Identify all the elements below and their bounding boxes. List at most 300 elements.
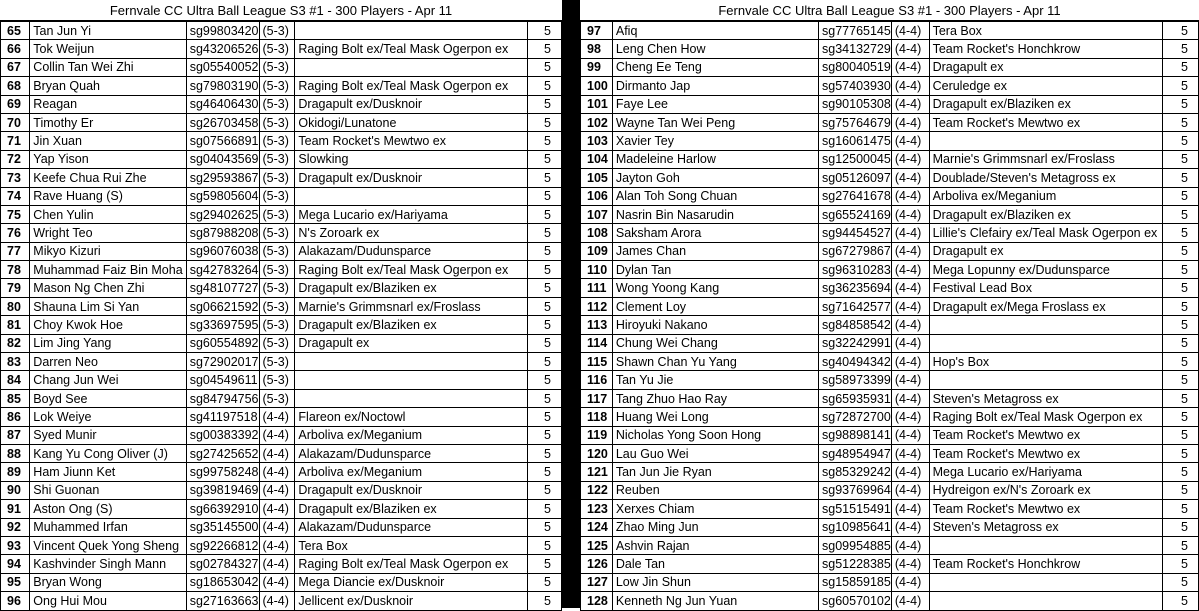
standings-table-right [580, 21, 1199, 611]
record-cell: (4-4) [891, 95, 929, 113]
points-cell: 5 [527, 113, 561, 131]
rank-cell: 112 [581, 297, 613, 315]
table-row [581, 316, 1199, 334]
deck-cell: Team Rocket's Honchkrow [929, 40, 1163, 58]
points-cell: 5 [1163, 261, 1199, 279]
player-id-cell: sg66392910 [186, 500, 259, 518]
points-cell: 5 [527, 261, 561, 279]
deck-cell: Dragapult ex [929, 58, 1163, 76]
player-name-cell: Lau Guo Wei [612, 444, 818, 462]
player-id-cell: sg05540052 [186, 58, 259, 76]
rank-cell: 109 [581, 242, 613, 260]
record-cell: (5-3) [259, 150, 295, 168]
record-cell: (4-4) [891, 481, 929, 499]
player-name-cell: Madeleine Harlow [612, 150, 818, 168]
points-cell: 5 [1163, 408, 1199, 426]
deck-cell: Dragapult ex [295, 334, 527, 352]
player-id-cell: sg09954885 [819, 536, 892, 554]
table-row [581, 205, 1199, 223]
table-row [581, 58, 1199, 76]
rank-cell: 88 [1, 444, 30, 462]
player-id-cell: sg59805604 [186, 187, 259, 205]
deck-cell [295, 22, 527, 40]
rank-cell: 123 [581, 500, 613, 518]
player-id-cell: sg00383392 [186, 426, 259, 444]
deck-cell: Mega Lopunny ex/Dudunsparce [929, 261, 1163, 279]
rank-cell: 69 [1, 95, 30, 113]
points-cell: 5 [1163, 77, 1199, 95]
player-id-cell: sg58973399 [819, 371, 892, 389]
standings-panel-right [580, 0, 1199, 611]
table-row [1, 22, 562, 40]
player-id-cell: sg90105308 [819, 95, 892, 113]
player-name-cell: Timothy Er [30, 113, 186, 131]
table-row [581, 297, 1199, 315]
record-cell: (4-4) [259, 555, 295, 573]
rank-cell: 66 [1, 40, 30, 58]
deck-cell: Tera Box [929, 22, 1163, 40]
rank-cell: 71 [1, 132, 30, 150]
table-row [1, 555, 562, 573]
player-id-cell: sg93769964 [819, 481, 892, 499]
deck-cell: Team Rocket's Mewtwo ex [929, 500, 1163, 518]
deck-cell [929, 316, 1163, 334]
player-id-cell: sg41197518 [186, 408, 259, 426]
record-cell: (4-4) [891, 279, 929, 297]
points-cell: 5 [527, 371, 561, 389]
deck-cell: Team Rocket's Honchkrow [929, 555, 1163, 573]
deck-cell [295, 389, 527, 407]
deck-cell: Dragapult ex/Blaziken ex [295, 279, 527, 297]
deck-cell: Dragapult ex/Dusknoir [295, 481, 527, 499]
record-cell: (5-3) [259, 334, 295, 352]
points-cell: 5 [1163, 463, 1199, 481]
rank-cell: 92 [1, 518, 30, 536]
table-row [1, 77, 562, 95]
player-name-cell: Ong Hui Mou [30, 592, 186, 610]
player-name-cell: Keefe Chua Rui Zhe [30, 169, 186, 187]
player-id-cell: sg27163663 [186, 592, 259, 610]
rank-cell: 118 [581, 408, 613, 426]
table-row [581, 353, 1199, 371]
rank-cell: 103 [581, 132, 613, 150]
player-id-cell: sg71642577 [819, 297, 892, 315]
deck-cell: Okidogi/Lunatone [295, 113, 527, 131]
points-cell: 5 [527, 481, 561, 499]
player-name-cell: Alan Toh Song Chuan [612, 187, 818, 205]
table-row [581, 40, 1199, 58]
player-id-cell: sg32242991 [819, 334, 892, 352]
player-name-cell: Lok Weiye [30, 408, 186, 426]
player-name-cell: Ham Jiunn Ket [30, 463, 186, 481]
record-cell: (5-3) [259, 279, 295, 297]
deck-cell [929, 132, 1163, 150]
record-cell: (4-4) [891, 518, 929, 536]
player-name-cell: Chen Yulin [30, 205, 186, 223]
rank-cell: 73 [1, 169, 30, 187]
record-cell: (4-4) [259, 426, 295, 444]
points-cell: 5 [527, 555, 561, 573]
table-row [581, 150, 1199, 168]
record-cell: (4-4) [891, 353, 929, 371]
rank-cell: 80 [1, 297, 30, 315]
table-row [581, 371, 1199, 389]
points-cell: 5 [1163, 169, 1199, 187]
table-row [1, 536, 562, 554]
rank-cell: 70 [1, 113, 30, 131]
points-cell: 5 [1163, 389, 1199, 407]
deck-cell: Dragapult ex/Mega Froslass ex [929, 297, 1163, 315]
table-row [1, 353, 562, 371]
table-row [1, 169, 562, 187]
points-cell: 5 [1163, 187, 1199, 205]
table-row [1, 95, 562, 113]
player-id-cell: sg26703458 [186, 113, 259, 131]
sheet-divider [562, 0, 580, 608]
rank-cell: 74 [1, 187, 30, 205]
record-cell: (5-3) [259, 58, 295, 76]
player-name-cell: Mikyo Kizuri [30, 242, 186, 260]
rank-cell: 68 [1, 77, 30, 95]
deck-cell: Alakazam/Dudunsparce [295, 444, 527, 462]
player-name-cell: Kang Yu Cong Oliver (J) [30, 444, 186, 462]
rank-cell: 67 [1, 58, 30, 76]
deck-cell: Slowking [295, 150, 527, 168]
table-row [1, 261, 562, 279]
rank-cell: 65 [1, 22, 30, 40]
record-cell: (4-4) [891, 58, 929, 76]
deck-cell: Dragapult ex [929, 242, 1163, 260]
deck-cell [295, 187, 527, 205]
rank-cell: 113 [581, 316, 613, 334]
points-cell: 5 [527, 518, 561, 536]
table-row [581, 426, 1199, 444]
player-id-cell: sg84858542 [819, 316, 892, 334]
player-name-cell: Mason Ng Chen Zhi [30, 279, 186, 297]
points-cell: 5 [1163, 481, 1199, 499]
deck-cell: Team Rocket's Mewtwo ex [929, 113, 1163, 131]
player-name-cell: Bryan Quah [30, 77, 186, 95]
table-row [581, 555, 1199, 573]
table-row [1, 592, 562, 610]
points-cell: 5 [1163, 58, 1199, 76]
deck-cell: Alakazam/Dudunsparce [295, 518, 527, 536]
rank-cell: 85 [1, 389, 30, 407]
rank-cell: 96 [1, 592, 30, 610]
player-name-cell: Xerxes Chiam [612, 500, 818, 518]
deck-cell [929, 334, 1163, 352]
player-id-cell: sg96076038 [186, 242, 259, 260]
player-name-cell: Clement Loy [612, 297, 818, 315]
player-id-cell: sg57403930 [819, 77, 892, 95]
points-cell: 5 [527, 444, 561, 462]
table-row [1, 132, 562, 150]
record-cell: (4-4) [891, 371, 929, 389]
record-cell: (4-4) [891, 536, 929, 554]
points-cell: 5 [1163, 426, 1199, 444]
player-name-cell: Nicholas Yong Soon Hong [612, 426, 818, 444]
points-cell: 5 [1163, 573, 1199, 591]
deck-cell [929, 592, 1163, 610]
points-cell: 5 [527, 334, 561, 352]
table-row [1, 58, 562, 76]
player-name-cell: Tok Weijun [30, 40, 186, 58]
rank-cell: 82 [1, 334, 30, 352]
player-id-cell: sg39819469 [186, 481, 259, 499]
record-cell: (4-4) [259, 592, 295, 610]
player-id-cell: sg72902017 [186, 353, 259, 371]
player-id-cell: sg48107727 [186, 279, 259, 297]
points-cell: 5 [527, 40, 561, 58]
table-row [581, 518, 1199, 536]
player-id-cell: sg18653042 [186, 573, 259, 591]
player-id-cell: sg94454527 [819, 224, 892, 242]
player-id-cell: sg60554892 [186, 334, 259, 352]
points-cell: 5 [527, 316, 561, 334]
deck-cell: Raging Bolt ex/Teal Mask Ogerpon ex [295, 40, 527, 58]
record-cell: (4-4) [891, 242, 929, 260]
rank-cell: 98 [581, 40, 613, 58]
player-id-cell: sg33697595 [186, 316, 259, 334]
player-id-cell: sg65524169 [819, 205, 892, 223]
player-id-cell: sg84794756 [186, 389, 259, 407]
table-row [1, 463, 562, 481]
deck-cell: Arboliva ex/Meganium [295, 426, 527, 444]
deck-cell [295, 58, 527, 76]
player-id-cell: sg34132729 [819, 40, 892, 58]
rank-cell: 84 [1, 371, 30, 389]
points-cell: 5 [527, 58, 561, 76]
table-row [581, 334, 1199, 352]
player-name-cell: James Chan [612, 242, 818, 260]
deck-cell: Dragapult ex/Dusknoir [295, 95, 527, 113]
player-name-cell: Dale Tan [612, 555, 818, 573]
player-id-cell: sg79803190 [186, 77, 259, 95]
record-cell: (4-4) [891, 113, 929, 131]
table-row [581, 261, 1199, 279]
table-row [1, 334, 562, 352]
table-row [581, 132, 1199, 150]
record-cell: (5-3) [259, 95, 295, 113]
rank-cell: 76 [1, 224, 30, 242]
player-id-cell: sg16061475 [819, 132, 892, 150]
record-cell: (4-4) [891, 592, 929, 610]
table-row [1, 224, 562, 242]
rank-cell: 127 [581, 573, 613, 591]
player-id-cell: sg27425652 [186, 444, 259, 462]
deck-cell [295, 353, 527, 371]
points-cell: 5 [1163, 555, 1199, 573]
points-cell: 5 [1163, 242, 1199, 260]
player-name-cell: Rave Huang (S) [30, 187, 186, 205]
rank-cell: 122 [581, 481, 613, 499]
record-cell: (4-4) [259, 500, 295, 518]
points-cell: 5 [1163, 297, 1199, 315]
player-name-cell: Dylan Tan [612, 261, 818, 279]
player-id-cell: sg75764679 [819, 113, 892, 131]
points-cell: 5 [527, 408, 561, 426]
rank-cell: 119 [581, 426, 613, 444]
deck-cell: Tera Box [295, 536, 527, 554]
player-name-cell: Nasrin Bin Nasarudin [612, 205, 818, 223]
rank-cell: 104 [581, 150, 613, 168]
record-cell: (4-4) [891, 187, 929, 205]
player-name-cell: Shauna Lim Si Yan [30, 297, 186, 315]
record-cell: (5-3) [259, 224, 295, 242]
points-cell: 5 [1163, 371, 1199, 389]
player-id-cell: sg80040519 [819, 58, 892, 76]
points-cell: 5 [527, 150, 561, 168]
rank-cell: 114 [581, 334, 613, 352]
player-name-cell: Tang Zhuo Hao Ray [612, 389, 818, 407]
rank-cell: 91 [1, 500, 30, 518]
record-cell: (4-4) [891, 150, 929, 168]
table-row [1, 113, 562, 131]
rank-cell: 125 [581, 536, 613, 554]
record-cell: (4-4) [259, 463, 295, 481]
player-id-cell: sg60570102 [819, 592, 892, 610]
player-id-cell: sg99803420 [186, 22, 259, 40]
player-name-cell: Yap Yison [30, 150, 186, 168]
player-name-cell: Low Jin Shun [612, 573, 818, 591]
record-cell: (5-3) [259, 169, 295, 187]
record-cell: (4-4) [891, 224, 929, 242]
points-cell: 5 [1163, 205, 1199, 223]
record-cell: (4-4) [891, 297, 929, 315]
record-cell: (5-3) [259, 316, 295, 334]
player-name-cell: Hiroyuki Nakano [612, 316, 818, 334]
player-name-cell: Dirmanto Jap [612, 77, 818, 95]
points-cell: 5 [527, 22, 561, 40]
player-name-cell: Boyd See [30, 389, 186, 407]
record-cell: (5-3) [259, 40, 295, 58]
record-cell: (4-4) [891, 40, 929, 58]
rank-cell: 89 [1, 463, 30, 481]
points-cell: 5 [527, 224, 561, 242]
player-id-cell: sg43206526 [186, 40, 259, 58]
player-name-cell: Ashvin Rajan [612, 536, 818, 554]
points-cell: 5 [527, 242, 561, 260]
points-cell: 5 [527, 187, 561, 205]
points-cell: 5 [527, 536, 561, 554]
player-id-cell: sg77765145 [819, 22, 892, 40]
deck-cell: Jellicent ex/Dusknoir [295, 592, 527, 610]
sheet-title-left: Fernvale CC Ultra Ball League S3 #1 - 300 Players - Apr 11 [0, 0, 562, 21]
deck-cell: Hop's Box [929, 353, 1163, 371]
standings-panel-left [0, 0, 562, 611]
deck-cell [929, 371, 1163, 389]
player-name-cell: Collin Tan Wei Zhi [30, 58, 186, 76]
deck-cell: Steven's Metagross ex [929, 518, 1163, 536]
player-name-cell: Cheng Ee Teng [612, 58, 818, 76]
deck-cell: Arboliva ex/Meganium [929, 187, 1163, 205]
record-cell: (4-4) [891, 169, 929, 187]
points-cell: 5 [527, 500, 561, 518]
player-id-cell: sg46406430 [186, 95, 259, 113]
player-id-cell: sg12500045 [819, 150, 892, 168]
points-cell: 5 [1163, 40, 1199, 58]
record-cell: (4-4) [259, 408, 295, 426]
player-name-cell: Kenneth Ng Jun Yuan [612, 592, 818, 610]
table-row [1, 316, 562, 334]
table-row [581, 463, 1199, 481]
record-cell: (4-4) [259, 536, 295, 554]
deck-cell: Lillie's Clefairy ex/Teal Mask Ogerpon ex [929, 224, 1163, 242]
player-id-cell: sg67279867 [819, 242, 892, 260]
player-id-cell: sg85329242 [819, 463, 892, 481]
rank-cell: 124 [581, 518, 613, 536]
deck-cell: Mega Diancie ex/Dusknoir [295, 573, 527, 591]
rank-cell: 93 [1, 536, 30, 554]
table-row [1, 573, 562, 591]
player-name-cell: Aston Ong (S) [30, 500, 186, 518]
rank-cell: 107 [581, 205, 613, 223]
table-row [1, 297, 562, 315]
table-row [1, 279, 562, 297]
player-name-cell: Syed Munir [30, 426, 186, 444]
deck-cell: Dragapult ex/Blaziken ex [929, 95, 1163, 113]
points-cell: 5 [527, 573, 561, 591]
table-row [1, 389, 562, 407]
record-cell: (5-3) [259, 132, 295, 150]
points-cell: 5 [527, 353, 561, 371]
record-cell: (4-4) [891, 408, 929, 426]
player-id-cell: sg51228385 [819, 555, 892, 573]
player-name-cell: Xavier Tey [612, 132, 818, 150]
table-row [581, 389, 1199, 407]
player-id-cell: sg35145500 [186, 518, 259, 536]
record-cell: (5-3) [259, 113, 295, 131]
player-name-cell: Shi Guonan [30, 481, 186, 499]
table-row [581, 408, 1199, 426]
rank-cell: 72 [1, 150, 30, 168]
player-name-cell: Muhammad Faiz Bin Moha [30, 261, 186, 279]
rank-cell: 86 [1, 408, 30, 426]
record-cell: (5-3) [259, 77, 295, 95]
points-cell: 5 [527, 205, 561, 223]
rank-cell: 95 [1, 573, 30, 591]
points-cell: 5 [527, 297, 561, 315]
record-cell: (4-4) [891, 316, 929, 334]
points-cell: 5 [1163, 113, 1199, 131]
table-row [1, 40, 562, 58]
record-cell: (4-4) [891, 555, 929, 573]
table-row [581, 95, 1199, 113]
deck-cell: Dragapult ex/Blaziken ex [295, 500, 527, 518]
table-row [581, 279, 1199, 297]
table-row [581, 113, 1199, 131]
player-id-cell: sg98898141 [819, 426, 892, 444]
table-row [581, 169, 1199, 187]
table-row [581, 536, 1199, 554]
player-id-cell: sg27641678 [819, 187, 892, 205]
player-id-cell: sg29593867 [186, 169, 259, 187]
deck-cell: Raging Bolt ex/Teal Mask Ogerpon ex [295, 555, 527, 573]
table-row [581, 481, 1199, 499]
record-cell: (4-4) [259, 481, 295, 499]
player-name-cell: Tan Jun Yi [30, 22, 186, 40]
player-name-cell: Jayton Goh [612, 169, 818, 187]
points-cell: 5 [1163, 22, 1199, 40]
record-cell: (5-3) [259, 261, 295, 279]
player-name-cell: Wright Teo [30, 224, 186, 242]
points-cell: 5 [1163, 353, 1199, 371]
rank-cell: 117 [581, 389, 613, 407]
points-cell: 5 [1163, 536, 1199, 554]
rank-cell: 97 [581, 22, 613, 40]
points-cell: 5 [527, 463, 561, 481]
points-cell: 5 [527, 592, 561, 610]
